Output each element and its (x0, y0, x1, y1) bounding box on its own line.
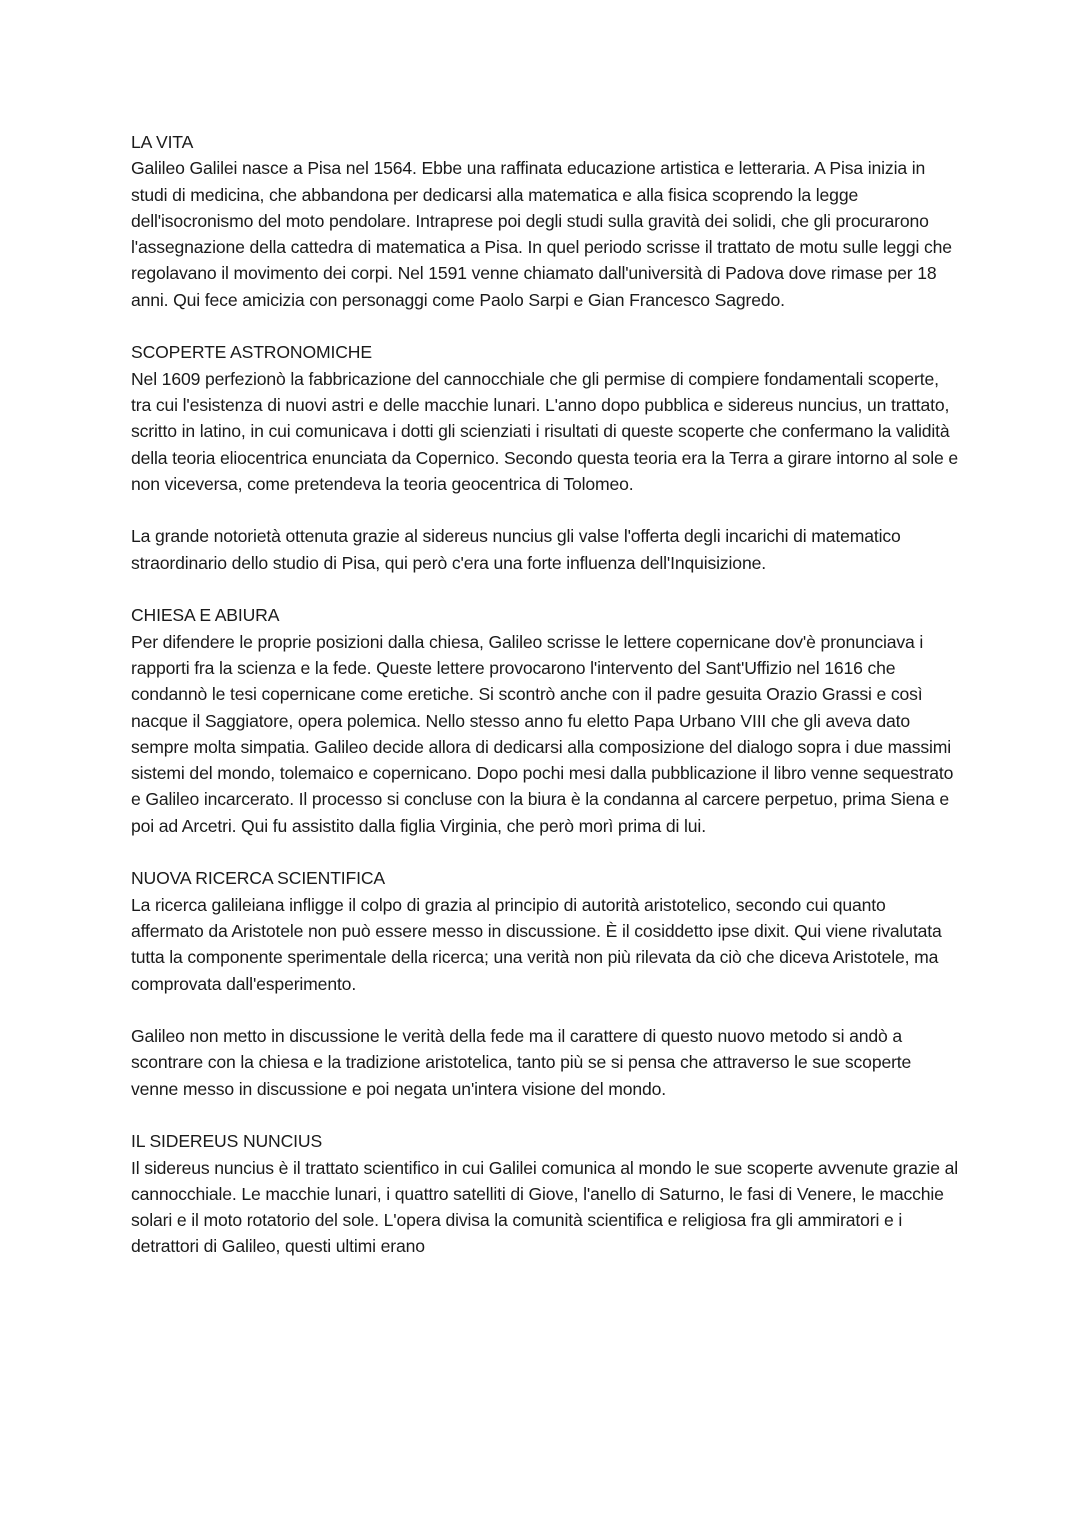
paragraph: La grande notorietà ottenuta grazie al sidereus nuncius gli valse l'offerta degli incarichi di matematico straordinario dello studio di Pisa, qui però c'era una forte influenza dell'Inquisizione. (131, 526, 901, 573)
paragraph-spacer (131, 313, 961, 339)
paragraph: Per difendere le proprie posizioni dalla chiesa, Galileo scrisse le lettere copernicane dov'è pronunciava i rapporti fra la scienza e la fede. Queste lettere provocarono l'intervento del Sant'Uffizio nel 1616 che condannò le tesi copernicane come eretiche. Si scontrò anche con il padre gesuita Orazio Grassi e così nacque il Saggiatore, opera polemica. Nello stesso anno fu eletto Papa Urbano VIII che gli aveva dato sempre molta simpatia. Galileo decide allora di dedicarsi alla composizione del dialogo sopra i due massimi sistemi del mondo, tolemaico e copernicano. Dopo pochi mesi dalla pubblicazione il libro venne sequestrato e Galileo incarcerato. Il processo si concluse con la biura è la condanna al carcere perpetuo, prima Siena e poi ad Arcetri. Qui fu assistito dalla figlia Virginia, che però morì prima di lui. (131, 631, 954, 836)
section-scoperte-astronomiche (131, 339, 961, 576)
paragraph-spacer (131, 997, 961, 1023)
section-heading: IL SIDEREUS NUNCIUS (131, 1131, 323, 1152)
paragraph: La ricerca galileiana infligge il colpo di grazia al principio di autorità aristotelico, secondo cui quanto affermato da Aristotele non può essere messo in discussione. È il cosiddetto ipse dixit. Qui viene rivalutata tutta la componente sperimentale della ricerca; una verità non più rilevata da ciò che diceva Aristotele, ma comprovata dall'esperimento. (131, 894, 942, 994)
paragraph-spacer (131, 497, 961, 523)
paragraph: Galileo non metto in discussione le verità della fede ma il carattere di questo nuovo metodo si andò a scontrare con la chiesa e la tradizione aristotelica, tanto più se si pensa che attraverso le sue scoperte venne messo in discussione e poi negata un'intera visione del mondo. (131, 1026, 912, 1099)
paragraph-spacer (131, 839, 961, 865)
section-heading: LA VITA (131, 132, 194, 152)
section-la-vita (131, 129, 961, 313)
section-heading: CHIESA E ABIURA (131, 605, 280, 626)
paragraph: Il sidereus nuncius è il trattato scientifico in cui Galilei comunica al mondo le sue scoperte avvenute grazie al cannocchiale. Le macchie lunari, i quattro satelliti di Giove, l'anello di Saturno, le fasi di Venere, le macchie solari e il moto rotatorio del sole. L'opera divisa la comunità scientifica e religiosa fra gli ammiratori e i detrattori di Galileo, questi ultimi erano (131, 1157, 959, 1257)
paragraph: Galileo Galilei nasce a Pisa nel 1564. Ebbe una raffinata educazione artistica e letteraria. A Pisa inizia in studi di medicina, che abbandona per dedicarsi alla matematica e alla fisica scoprendo la legge dell'isocronismo del moto pendolare. Intraprese poi degli studi sulla gravità dei solidi, che gli procurarono l'assegnazione della cattedra di matematica a Pisa. In quel periodo scrisse il trattato de motu sulle leggi che regolavano il movimento dei corpi. Nel 1591 venne chiamato dall'università di Padova dove rimase per 18 anni. Qui fece amicizia con personaggi come Paolo Sarpi e Gian Francesco Sagredo. (131, 158, 952, 310)
paragraph-spacer (131, 1102, 961, 1128)
paragraph-spacer (131, 576, 961, 602)
section-heading: SCOPERTE ASTRONOMICHE (131, 342, 372, 363)
section-chiesa-e-abiura (131, 602, 961, 839)
document-page (131, 129, 961, 1260)
section-heading: NUOVA RICERCA SCIENTIFICA (131, 868, 386, 889)
section-nuova-ricerca-scientifica (131, 865, 961, 1102)
paragraph: Nel 1609 perfezionò la fabbricazione del cannocchiale che gli permise di compiere fondamentali scoperte, tra cui l'esistenza di nuovi astri e delle macchie lunari. L'anno dopo pubblica e sidereus nuncius, un trattato, scritto in latino, in cui comunicava i dotti gli scienziati i risultati di queste scoperte che confermano la validità della teoria eliocentrica enunciata da Copernico. Secondo questa teoria era la Terra a girare intorno al sole e non viceversa, come pretendeva la teoria geocentrica di Tolomeo. (131, 368, 959, 494)
section-il-sidereus-nuncius (131, 1128, 961, 1259)
